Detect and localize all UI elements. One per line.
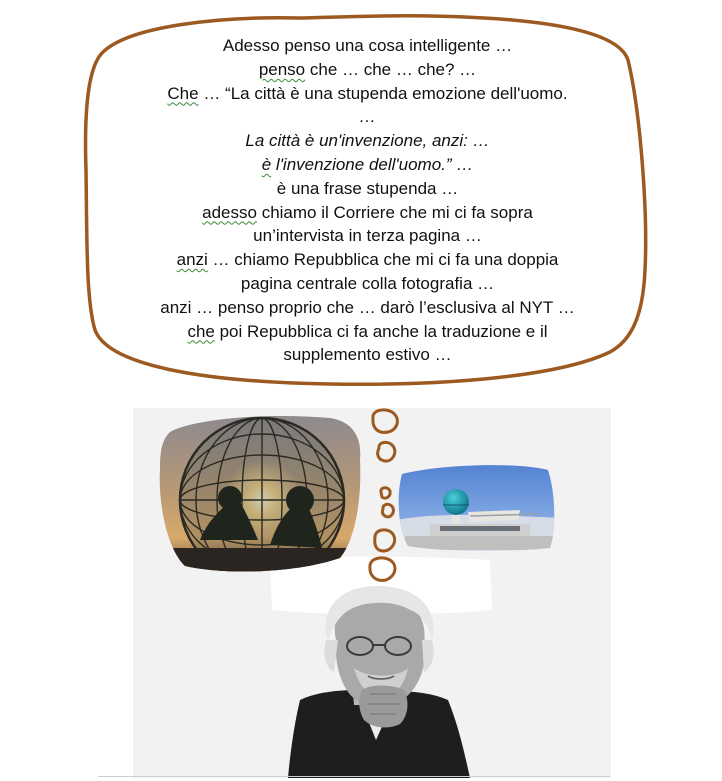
speech-line-8-post: chiamo il Corriere che mi ci fa sopra <box>256 202 533 222</box>
blue-dome-building-photo <box>396 460 561 556</box>
speech-line-5 <box>95 129 640 153</box>
speech-line-9 <box>95 224 640 248</box>
speech-line-8-sq: adesso <box>202 202 257 222</box>
speech-line-6-sq: è <box>261 154 272 174</box>
speech-line-6 <box>95 153 640 177</box>
speech-line-14 <box>95 343 640 367</box>
speech-line-1-pre: Adesso <box>222 36 285 55</box>
speech-line-12-pre: anzi … penso proprio che … darò l’esclusiva al NYT … <box>160 297 575 317</box>
speech-line-3-sq: Che <box>167 83 199 103</box>
speech-line-8 <box>95 201 640 225</box>
photo-collage <box>0 395 722 781</box>
speech-line-7-pre: è una frase stupenda … <box>276 178 459 198</box>
speech-line-2 <box>95 58 640 82</box>
bottom-rule <box>98 776 610 777</box>
speech-line-2-sq: penso <box>258 59 306 79</box>
speech-line-10-sq: anzi <box>176 250 208 270</box>
speech-line-6-post: l'invenzione dell'uomo.” … <box>271 154 474 174</box>
speech-line-3-post: … “La città è una stupenda emozione dell'uomo. <box>198 83 568 103</box>
speech-line-11-pre: pagina centrale colla fotografia … <box>240 273 495 293</box>
speech-line-12 <box>95 296 640 320</box>
speech-line-4-pre: … <box>359 107 376 127</box>
speech-line-13 <box>95 320 640 344</box>
glass-sphere-sunset-photo <box>150 410 370 583</box>
speech-line-9-pre: un’intervista in terza pagina … <box>253 226 482 246</box>
speech-line-11 <box>95 272 640 296</box>
speech-line-13-sq: che <box>187 321 215 341</box>
speech-line-2-post: che … che … che? … <box>305 59 477 79</box>
speech-line-4 <box>95 105 640 129</box>
speech-bubble-text <box>95 34 640 367</box>
speech-line-10 <box>95 248 640 272</box>
speech-line-13-post: poi Repubblica ci fa anche la traduzione e il <box>214 321 548 341</box>
speech-line-7 <box>95 177 640 201</box>
speech-line-1 <box>95 34 640 58</box>
speech-line-10-post: … chiamo Repubblica che mi ci fa una doppia <box>207 250 559 270</box>
speech-line-1-post: penso una cosa intelligente … <box>284 36 513 55</box>
speech-line-3 <box>95 82 640 106</box>
speech-line-14-pre: supplemento estivo … <box>283 345 452 365</box>
speech-line-5-pre: La città è un'invenzione, anzi: … <box>245 131 490 151</box>
